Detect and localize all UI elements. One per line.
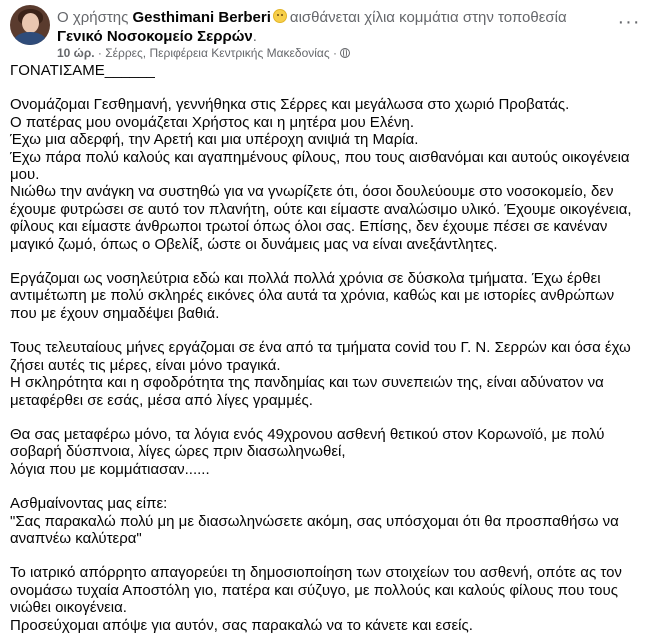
avatar[interactable] [10,5,50,45]
post-title: ΓΟΝΑΤΙΣΑΜΕ______ [10,62,155,79]
paragraph-line: Έχω πάρα πολύ καλούς και αγαπημένους φίλους, που τους αισθανόμαι και αυτούς οικογένεια μου. [10,148,630,184]
more-options-button[interactable]: ··· [617,11,641,33]
paragraph-line: Η σκληρότητα και η σφοδρότητα της πανδημίας και των συνεπειών της, είναι αδύνατον να μεταφέρθει σε εσάς, μέσα από λίγες γραμμές. [10,374,604,409]
paragraph-line: Προσεύχομαι απόψε για αυτόν, σας παρακαλώ να το κάνετε και εσείς. [10,616,473,634]
paragraph-line: Νιώθω την ανάγκη να συστηθώ για να γνωρίζετε ότι, όσοι δουλεύουμε στο νοσοκομείο, δεν έχουμε φυτρώσει σε αυτό τον πλανήτη, ούτε και είμαστε αναλώσιμο υλικό. Έχουμε οικογένεια, φίλους και είμαστε άνθρωποι τρωτοί όπως όλοι σας. Επίσης, δεν έχουμε πέσει σε κανέναν μαγικό ζωμό, όπως ο Οβελίξ, ώστε οι δυνάμεις μας να είναι ανεξάντλητες. [10,183,632,253]
paragraph-line: Εργάζομαι ως νοσηλεύτρια εδώ και πολλά πολλά χρόνια σε δύσκολα τμήματα. Έχω έρθει αντιμέτωπη με πολύ σκληρές εικόνες όλα αυτά τα χρόνια, καθώς και με ιστορίες ανθρώπων που με έχουν σημαδέψει βαθιά. [10,270,615,322]
location-link[interactable]: Γενικό Νοσοκομείο Σερρών [57,28,253,45]
globe-icon[interactable] [340,48,350,58]
post-headline [57,8,617,46]
paragraph-line: λόγια που με κομμάτιασαν...... [10,460,210,478]
paragraph-line: Τους τελευταίους μήνες εργάζομαι σε ένα από τα τμήματα covid του Γ. Ν. Σερρών και όσα έχω ζήσει αυτές τις μέρες, είναι μόνο τραγικά. [10,339,631,374]
post-header [10,4,651,60]
post-place: · Σέρρες, Περιφέρεια Κεντρικής Μακεδονίας · [97,46,337,60]
paragraph-line: Το ιατρικό απόρρητο απαγορεύει τη δημοσιοποίηση των στοιχείων του ασθενή, οπότε ας τον ονομάσω τυχαία Αποστόλη γιο, πατέρα και σύζυγο, με πολλούς και καλούς φίλους που τους νιώθει οικογένεια. [10,564,622,617]
headline-suffix: . [252,28,257,45]
post-timestamp[interactable]: 10 ώρ. [57,46,95,60]
post-body [10,62,640,634]
author-name[interactable]: Gesthimani Berberi [132,9,271,26]
avatar-face [22,13,39,33]
paragraph-line: "Σας παρακαλώ πολύ μη με διασωληνώσετε ακόμη, σας υπόσχομαι ότι θα προσπαθήσω να αναπνέω καλύτερα" [10,512,619,547]
paragraph-line: Θα σας μεταφέρω μόνο, τα λόγια ενός 49χρονου ασθενή θετικού στον Κορωνοϊό, με πολύ σοβαρή δύσπνοια, λίγες ώρες πριν διασωληνωθεί, [10,425,605,461]
avatar-body [14,32,46,45]
paragraph-line: Ασθμαίνοντας μας είπε: [10,495,168,513]
post-meta [57,46,350,61]
paragraph-line: Έχω μια αδερφή, την Αρετή και μια υπέροχη ανιψιά τη Μαρία. [10,131,419,149]
paragraph-line: Ονομάζομαι Γεσθημανή, γεννήθηκα στις Σέρρες και μεγάλωσα στο χωριό Προβατάς. [10,96,570,114]
paragraph-line: Ο πατέρας μου ονομάζεται Χρήστος και η μητέρα μου Ελένη. [10,113,415,131]
sad-face-icon [273,9,287,23]
headline-prefix: Ο χρήστης [57,9,129,26]
feeling-text: αισθάνεται χίλια κομμάτια στην τοποθεσία [289,9,567,26]
